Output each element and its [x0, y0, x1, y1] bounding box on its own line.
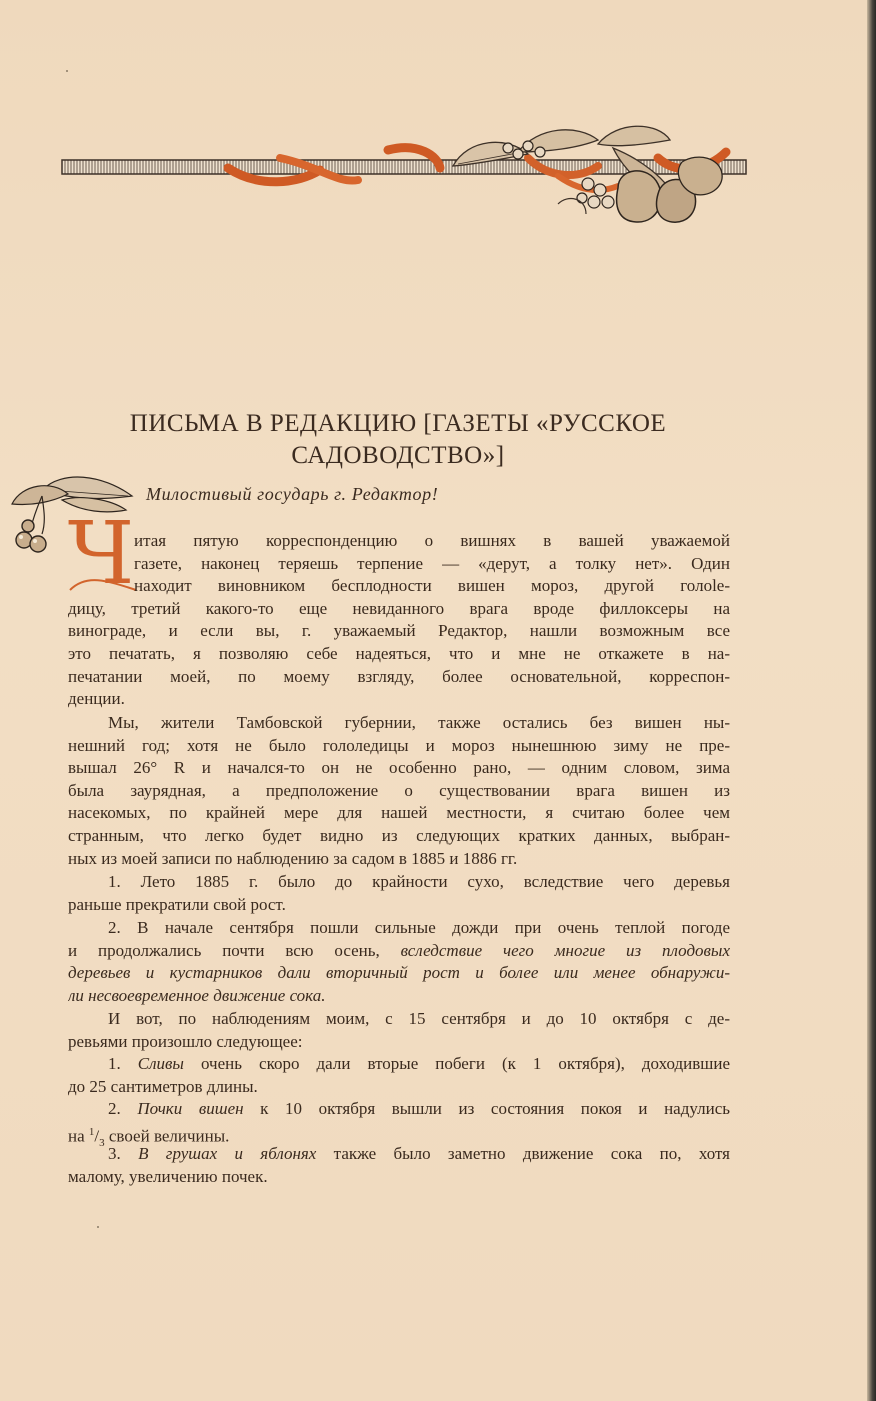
text-line: была заурядная, а предположение о существовании врага вишен из [68, 780, 730, 800]
speck [66, 70, 68, 72]
text-line: вышал 26° R и начался-то он не особенно рано, — одним словом, зима [68, 758, 730, 778]
drop-cap-letter: Ч [67, 504, 135, 604]
text-line: на $^1/_3$ своей величины. [68, 1125, 230, 1149]
salutation: Милостивый государь г. Редактор! [146, 484, 439, 504]
text-line: винограде, и если вы, г. уважаемый Редактор, нашли возможным все [68, 621, 730, 641]
page-edge-shadow [867, 0, 876, 1401]
text-line: газете, наконец теряешь терпение — «дерут, а толку нет». Один [134, 553, 730, 573]
headpiece-ornament [58, 118, 758, 230]
text-line: малому, увеличению почек. [68, 1166, 268, 1186]
text-line: И вот, по наблюдениям моим, с 15 сентября и до 10 октября с де- [108, 1009, 730, 1028]
observation-3 [68, 1143, 730, 1188]
text-line: раньше прекратили свой рост. [68, 894, 286, 914]
fraction-denominator: 3 [99, 1136, 105, 1149]
text-span: очень скоро дали вторые побеги (к 1 октября), доходившие [183, 1054, 730, 1073]
text-span: также было заметно движение сока по, хотя [316, 1144, 730, 1163]
text-line: печатании моей, по моему взгляду, более основательной, корреспон- [68, 666, 730, 686]
text-line: итая пятую корреспонденцию о вишнях в вашей уважаемой [134, 531, 730, 550]
text-line: до 25 сантиметров длины. [68, 1076, 258, 1096]
paragraph-2 [68, 712, 730, 870]
fraction-numerator: 1 [88, 1125, 95, 1138]
text-line: находит виновником бесплодности вишен мороз, другой голole- [134, 576, 730, 596]
paragraph-3 [68, 1008, 730, 1053]
text-line: 1. Лето 1885 г. было до крайности сухо, вследствие чего деревья [108, 872, 730, 891]
text-line: дицу, третий какого-то еще невиданного врага вроде филлоксеры на [68, 598, 730, 618]
text-line: денции. [68, 689, 125, 709]
text-line [68, 1098, 730, 1121]
text-line: насекомых, по крайней мере для нашей местности, я считаю более чем [68, 803, 730, 823]
italic-span: вследствие чего многие из плодовых [400, 940, 730, 960]
list-item-2 [68, 917, 730, 1007]
article-title [100, 408, 696, 472]
text-line: странным, что легко будет видно из следующих кратких данных, выбран- [68, 825, 730, 845]
item-number: 1. [108, 1054, 138, 1073]
text-line: Мы, жители Тамбовской губернии, также остались без вишен ны- [108, 713, 730, 732]
text-line: нешний год; хотя не было гололедицы и мороз нынешнюю зиму не пре- [68, 735, 730, 755]
text-span: своей величины. [104, 1126, 230, 1146]
text-line [68, 1053, 730, 1076]
title-line-2: САДОВОДСТВО»] [291, 442, 505, 469]
item-number: 2. [108, 1099, 138, 1118]
text-span: и продолжались почти всю осень, [68, 940, 401, 960]
text-line: 2. В начале сентября пошли сильные дожди при очень теплой погоде [108, 918, 730, 937]
list-item-1 [68, 871, 730, 916]
text-span: к 10 октября вышли из состояния покоя и надулись [243, 1099, 730, 1118]
text-line [68, 940, 730, 963]
text-span: на [68, 1126, 89, 1146]
speck [97, 1226, 99, 1228]
text-line: ревьями произошло следующее: [68, 1031, 303, 1051]
observation-1 [68, 1053, 730, 1098]
text-line: ных из моей записи по наблюдению за садом в 1885 и 1886 гг. [68, 848, 518, 868]
text-line: деревьев и кустарников дали вторичный рост и более или менее обнаружи- [68, 963, 730, 983]
item-number: 3. [108, 1144, 139, 1163]
text-line: ли несвоевременное движение сока. [68, 985, 326, 1005]
paragraph-1 [68, 530, 730, 711]
italic-span: В грушах и яблонях [138, 1144, 317, 1163]
italic-span: Сливы [137, 1054, 184, 1073]
title-line-1: ПИСЬМА В РЕДАКЦИЮ [ГАЗЕТЫ «РУССКОЕ [129, 410, 667, 437]
italic-span: Почки вишен [137, 1099, 244, 1118]
text-line [68, 1143, 730, 1166]
text-line: это печатать, я позволяю себе надеяться, что и мне не откажете в на- [68, 643, 730, 663]
